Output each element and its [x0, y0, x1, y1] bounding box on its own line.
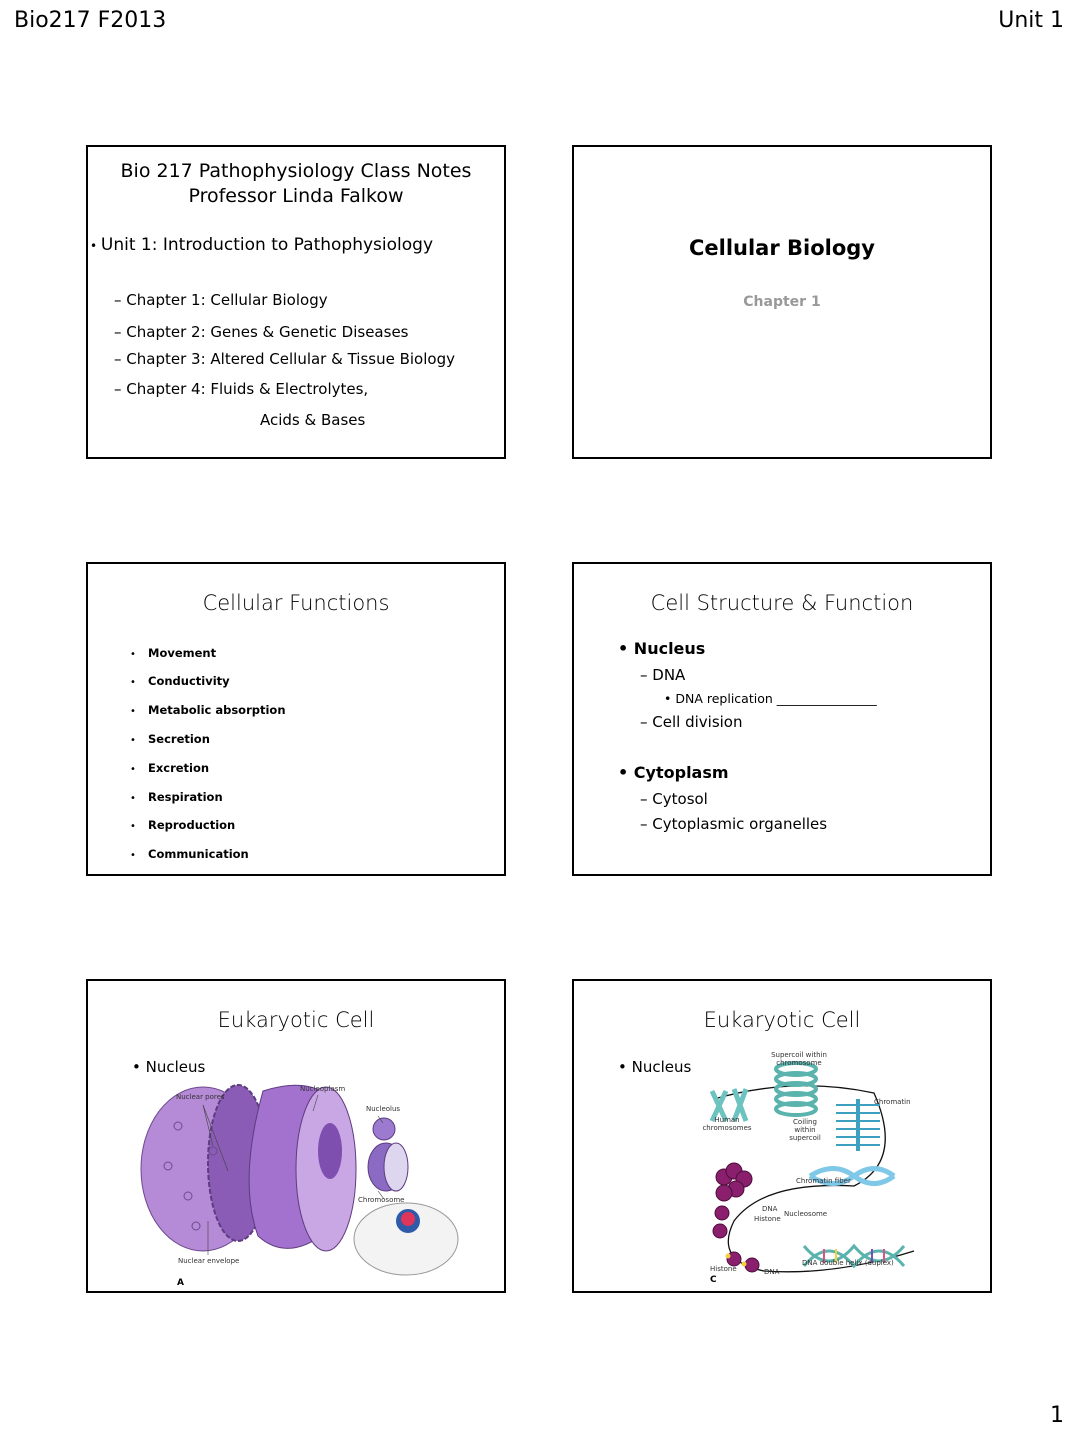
cytoplasm-bullet: • Cytoplasm: [618, 763, 729, 782]
label-chromatin: Chromatin: [874, 1098, 911, 1106]
dna-replication-item: • DNA replication ________________: [664, 691, 877, 706]
label-panel-a: A: [177, 1278, 184, 1288]
eukaryotic-a-bullet: • Nucleus: [132, 1058, 206, 1076]
chromatin-illustration: [574, 981, 992, 1293]
label-chromatin-fiber: Chromatin fiber: [796, 1177, 851, 1185]
label-nucleoplasm: Nucleoplasm: [300, 1085, 346, 1093]
nucleus-illustration: [88, 981, 506, 1293]
function-item: • Excretion: [130, 761, 210, 775]
label-double-helix: DNA double helix (duplex): [802, 1259, 894, 1267]
eukaryotic-c-bullet: • Nucleus: [618, 1058, 692, 1076]
intro-title-line1: Bio 217 Pathophysiology Class Notes: [120, 160, 472, 182]
eukaryotic-a-title: Eukaryotic Cell: [217, 1008, 375, 1032]
function-item: • Secretion: [130, 732, 210, 746]
intro-unit-text: Unit 1: Introduction to Pathophysiology: [100, 235, 434, 255]
function-item: • Metabolic absorption: [130, 703, 286, 717]
label-chromosome: Chromosome: [358, 1196, 405, 1204]
function-item: • Reproduction: [130, 818, 236, 832]
label-supercoil: Supercoil within chromosome: [771, 1051, 827, 1067]
cell-structure-title: Cell Structure & Function: [650, 591, 914, 615]
nucleus-bullet: • Nucleus: [618, 639, 706, 658]
cellular-functions-title: Cellular Functions: [202, 591, 390, 615]
slide-cellular-biology: [572, 145, 992, 459]
label-nuclear-envelope: Nuclear envelope: [178, 1257, 240, 1265]
slide-cellular-functions: [86, 562, 506, 876]
cell-nucleolus-shape: [401, 1212, 415, 1226]
function-item: • Respiration: [130, 790, 223, 804]
label-panel-c: C: [710, 1275, 717, 1285]
label-dna-bottom: DNA: [764, 1268, 780, 1276]
intro-title-line2: Professor Linda Falkow: [188, 185, 404, 207]
cytosol-item: – Cytosol: [640, 790, 708, 808]
slide-eukaryotic-cell-a: [86, 979, 506, 1293]
slide-eukaryotic-cell-c: [572, 979, 992, 1293]
dna-item: – DNA: [640, 666, 686, 684]
label-nucleolus: Nucleolus: [366, 1105, 401, 1113]
page-number: 1: [1050, 1403, 1064, 1428]
intro-chapter-4: – Chapter 4: Fluids & Electrolytes,: [114, 380, 369, 398]
nucleolus-shape: [373, 1118, 395, 1140]
intro-chapter-1: – Chapter 1: Cellular Biology: [114, 291, 328, 309]
header-unit-label: Unit 1: [998, 8, 1064, 33]
slide-cell-structure: [572, 562, 992, 876]
function-item: • Conductivity: [130, 674, 230, 688]
intro-chapter-3: – Chapter 3: Altered Cellular & Tissue Biology: [114, 350, 455, 368]
intro-unit-bullet: • Unit 1: Introduction to Pathophysiology: [90, 235, 434, 255]
organelles-item: – Cytoplasmic organelles: [640, 815, 828, 833]
label-histone-bottom: Histone: [710, 1265, 737, 1273]
function-item: • Movement: [130, 646, 217, 660]
label-nuclear-pores: Nuclear pores: [176, 1093, 225, 1101]
supercoil-shape: [776, 1063, 816, 1115]
label-coiling: Coiling within supercoil: [789, 1118, 821, 1142]
intro-chapter-2: – Chapter 2: Genes & Genetic Diseases: [114, 323, 409, 341]
eukaryotic-c-title: Eukaryotic Cell: [703, 1008, 861, 1032]
label-human-chromosomes: Human chromosomes: [702, 1116, 752, 1132]
function-item: • Communication: [130, 847, 249, 861]
label-histone: Histone: [754, 1215, 781, 1223]
nucleolus-inside: [318, 1123, 342, 1179]
intro-continuation: Acids & Bases: [260, 411, 366, 429]
label-nucleosome: Nucleosome: [784, 1210, 828, 1218]
cellular-biology-subtitle: Chapter 1: [743, 294, 821, 310]
label-dna: DNA: [762, 1205, 778, 1213]
chromatin-block-shape: [836, 1099, 880, 1151]
cellular-biology-title: Cellular Biology: [688, 236, 876, 260]
chromosome-cut-face: [384, 1143, 408, 1191]
header-course-label: Bio217 F2013: [14, 8, 167, 33]
slide-intro: [86, 145, 506, 459]
cell-division-item: – Cell division: [640, 713, 743, 731]
